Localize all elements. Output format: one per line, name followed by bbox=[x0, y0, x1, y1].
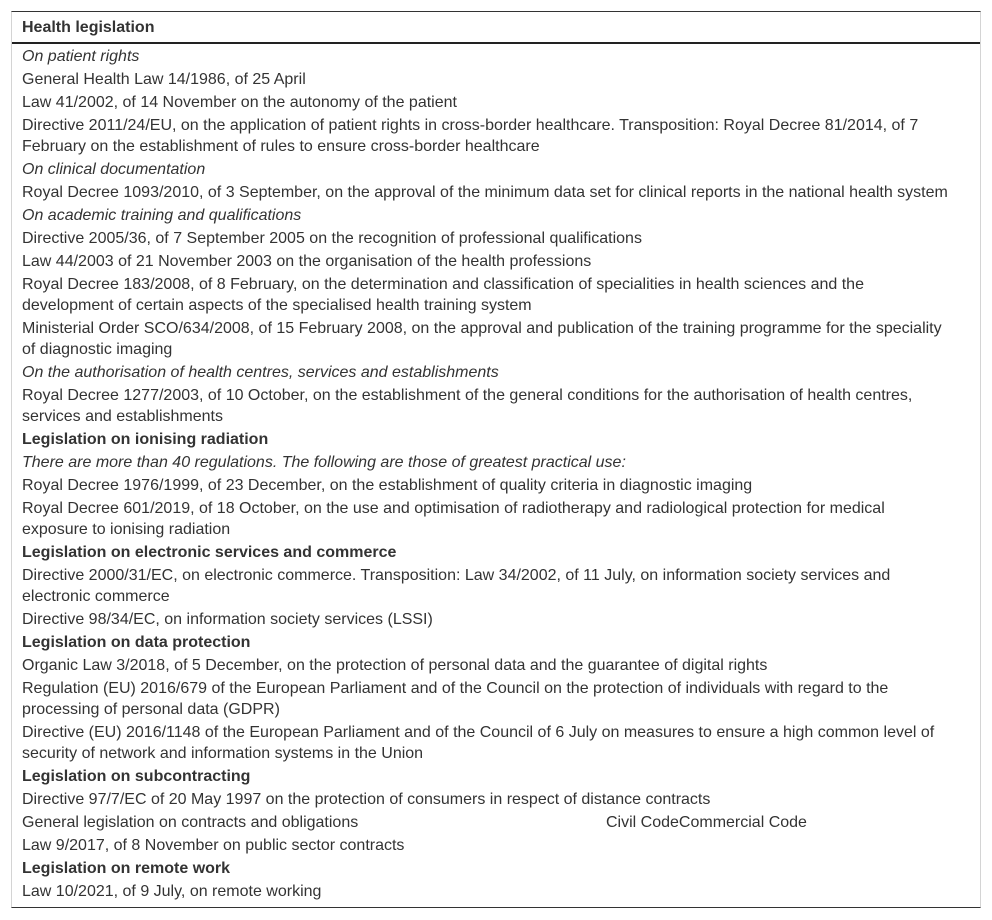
subsection-heading: There are more than 40 regulations. The following are those of greatest practical use: bbox=[22, 454, 626, 471]
table-row: Royal Decree 1277/2003, of 10 October, on the establishment of the general conditions for the authorisation of health centres, services and establishments bbox=[22, 387, 913, 425]
table-row: Directive 2005/36, of 7 September 2005 on the recognition of professional qualifications bbox=[22, 230, 642, 247]
section-heading: Legislation on remote work bbox=[22, 860, 231, 877]
table-row: Law 9/2017, of 8 November on public sector contracts bbox=[22, 837, 405, 854]
section-heading: Legislation on data protection bbox=[22, 634, 251, 651]
table-row: Regulation (EU) 2016/679 of the European Parliament and of the Council on the protection of individuals with regard to the processing of personal data (GDPR) bbox=[22, 680, 889, 718]
table-row: Directive 98/34/EC, on information society services (LSSI) bbox=[22, 611, 433, 628]
subsection-heading: On clinical documentation bbox=[22, 161, 206, 178]
table-row bbox=[12, 812, 971, 833]
section-heading: Legislation on ionising radiation bbox=[22, 431, 269, 448]
subsection-heading: On patient rights bbox=[22, 48, 140, 65]
row-text-secondary: Civil CodeCommercial Code bbox=[606, 814, 807, 831]
table-row: Law 10/2021, of 9 July, on remote working bbox=[22, 883, 322, 900]
subsection-heading: On the authorisation of health centres, services and establishments bbox=[22, 364, 499, 381]
table-row: General Health Law 14/1986, of 25 April bbox=[22, 71, 306, 88]
subsection-heading: On academic training and qualifications bbox=[22, 207, 302, 224]
table-row: Directive 2000/31/EC, on electronic commerce. Transposition: Law 34/2002, of 11 July, on information society services and electronic commerce bbox=[22, 567, 891, 605]
table-row: Royal Decree 183/2008, of 8 February, on the determination and classification of specialities in health sciences and the development of certain aspects of the specialised health training system bbox=[22, 276, 864, 314]
table-header: Health legislation bbox=[12, 12, 980, 44]
section-heading: Legislation on subcontracting bbox=[22, 768, 251, 785]
table-row: Directive (EU) 2016/1148 of the European Parliament and of the Council of 6 July on measures to ensure a high common level of security of network and information systems in the Union bbox=[22, 724, 935, 762]
table-row: Ministerial Order SCO/634/2008, of 15 February 2008, on the approval and publication of the training programme for the speciality of diagnostic imaging bbox=[22, 320, 942, 358]
table-row: Law 41/2002, of 14 November on the autonomy of the patient bbox=[22, 94, 457, 111]
table-row: Directive 97/7/EC of 20 May 1997 on the protection of consumers in respect of distance contracts bbox=[22, 791, 711, 808]
table-row: Royal Decree 1093/2010, of 3 September, on the approval of the minimum data set for clinical reports in the national health system bbox=[22, 184, 948, 201]
table-body bbox=[12, 44, 980, 902]
legislation-table bbox=[11, 11, 981, 908]
table-row: Law 44/2003 of 21 November 2003 on the organisation of the health professions bbox=[22, 253, 592, 270]
row-text: General legislation on contracts and obligations bbox=[22, 814, 359, 831]
table-row: Royal Decree 601/2019, of 18 October, on the use and optimisation of radiotherapy and radiological protection for medical exposure to ionising radiation bbox=[22, 500, 885, 538]
table-row: Royal Decree 1976/1999, of 23 December, on the establishment of quality criteria in diagnostic imaging bbox=[22, 477, 753, 494]
table-row: Directive 2011/24/EU, on the application of patient rights in cross-border healthcare. Transposition: Royal Decree 81/2014, of 7 February on the establishment of rules to ensure cross-border healthcare bbox=[22, 117, 919, 155]
table-row: Organic Law 3/2018, of 5 December, on the protection of personal data and the guarantee of digital rights bbox=[22, 657, 768, 674]
section-heading: Legislation on electronic services and commerce bbox=[22, 544, 397, 561]
